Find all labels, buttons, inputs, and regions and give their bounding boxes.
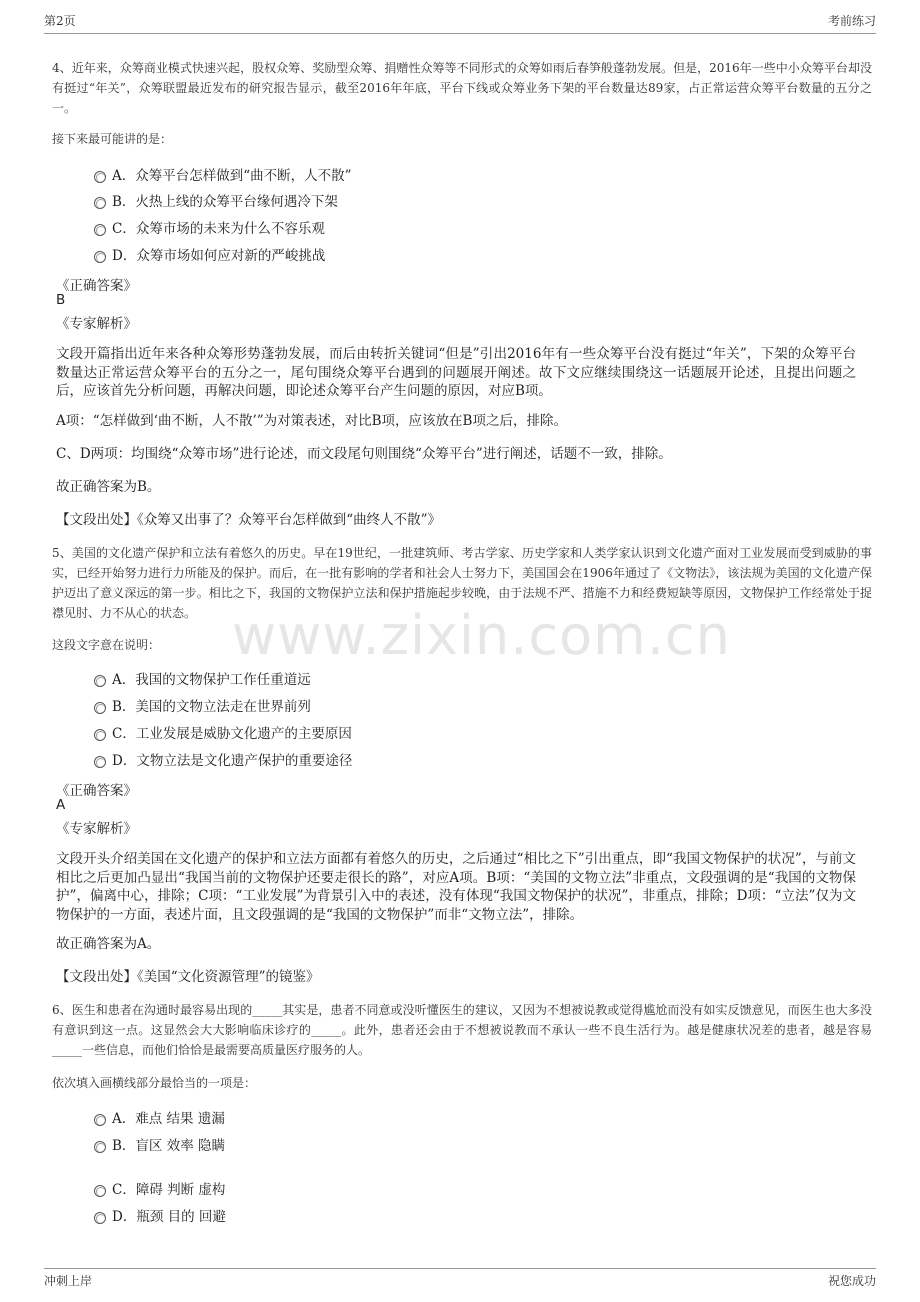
question-5-option-c[interactable] <box>94 722 352 742</box>
question-5-analysis-1: 文段开头介绍美国在文化遗产的保护和立法方面都有着悠久的历史，之后通过“相比之下”引出重点，即“我国文物保护的状况”，与前文相比之后更加凸显出“我国当前的文物保护还要走很长的路”，对应A项。B项：“美国的文物立法”非重点，文段强调的是“我国的文物保护”，偏离中心，排除；C项：“工业发展”为背景引入中的表述，没有体现“我国文物保护的状况”，非重点，排除；D项：“立法”仅为文物保护的一方面，表述片面，且文段强调的是“我国的文物保护”而非“文物立法”，排除。 <box>56 851 856 923</box>
option-label: A．我国的文物保护工作任重道远 <box>112 672 311 688</box>
question-4-answer-label: 《正确答案》 <box>56 278 137 294</box>
option-label: C．障碍 判断 虚构 <box>112 1182 226 1198</box>
question-5-source: 【文段出处】《美国“文化资源管理”的镜鉴》 <box>56 969 320 985</box>
question-5-option-b[interactable] <box>94 695 311 715</box>
question-4-option-c[interactable] <box>94 217 325 237</box>
question-4-source: 【文段出处】《众筹又出事了？众筹平台怎样做到“曲终人不散”》 <box>56 512 442 528</box>
radio-icon[interactable] <box>94 224 106 236</box>
question-4-analysis-2: A项：“怎样做到‘曲不断，人不散’”为对策表述，对比B项，应该放在B项之后，排除。 <box>56 413 567 429</box>
page-footer <box>44 1272 876 1292</box>
question-6-option-d[interactable] <box>94 1205 226 1225</box>
question-6-prompt: 依次填入画横线部分最恰当的一项是： <box>52 1076 257 1090</box>
radio-icon[interactable] <box>94 1185 106 1197</box>
question-6-option-b[interactable] <box>94 1134 225 1154</box>
option-label: B．盲区 效率 隐瞒 <box>112 1138 226 1154</box>
question-5-prompt: 这段文字意在说明： <box>52 638 161 652</box>
radio-icon[interactable] <box>94 675 106 687</box>
radio-icon[interactable] <box>94 756 106 768</box>
question-5-answer-label: 《正确答案》 <box>56 783 137 799</box>
option-label: C．众筹市场的未来为什么不容乐观 <box>112 221 325 237</box>
question-4-prompt: 接下来最可能讲的是： <box>52 132 173 146</box>
question-4-option-a[interactable] <box>94 164 352 184</box>
question-5-option-d[interactable] <box>94 749 352 769</box>
question-4-analysis-4: 故正确答案为B。 <box>56 479 161 495</box>
option-label: D．众筹市场如何应对新的严峻挑战 <box>112 248 326 264</box>
footer-right-text: 祝您成功 <box>827 1274 876 1288</box>
question-4-analysis-3: C、D两项：均围绕“众筹市场”进行论述，而文段尾句则围绕“众筹平台”进行阐述，话题不一致，排除。 <box>56 446 672 462</box>
option-label: A．难点 结果 遗漏 <box>112 1111 225 1127</box>
radio-icon[interactable] <box>94 171 106 183</box>
radio-icon[interactable] <box>94 197 106 209</box>
question-4-option-b[interactable] <box>94 190 338 210</box>
radio-icon[interactable] <box>94 1212 106 1224</box>
header-title: 考前练习 <box>827 14 876 28</box>
question-4-answer: B <box>56 292 66 308</box>
option-label: C．工业发展是威胁文化遗产的主要原因 <box>112 726 352 742</box>
question-4-analysis-1: 文段开篇指出近年来各种众筹形势蓬勃发展，而后由转折关键词“但是”引出2016年有一些众筹平台没有挺过“年关”，下架的众筹平台数量达正常运营众筹平台的五分之一，尾句围绕众筹平台遇到的问题展开阐述。故下文应继续围绕这一话题展开论述，且提出问题之后，应该首先分析问题，再解决问题，即论述众筹平台产生问题的原因，对应B项。 <box>56 346 856 399</box>
option-label: D．瓶颈 目的 回避 <box>112 1209 226 1225</box>
question-5-answer: A <box>56 797 66 813</box>
question-6-text: 6、医生和患者在沟通时最容易出现的_____其实是，患者不同意或没听懂医生的建议，又因为不想被说教或觉得尴尬而没有如实反馈意见，而医生也大多没有意识到这一点。这显然会大大影响临床诊疗的_____。此外，患者还会由于不想被说教而不承认一些不良生活行为。越是健康状况差的患者，越是容易_____一些信息，而他们恰恰是最需要高质量医疗服务的人。 <box>52 1003 872 1057</box>
watermark: www.zixin.com.cn <box>232 604 731 667</box>
option-label: B．火热上线的众筹平台缘何遇冷下架 <box>112 194 338 210</box>
footer-left-text: 冲刺上岸 <box>44 1274 93 1288</box>
question-6-option-a[interactable] <box>94 1107 225 1127</box>
footer-divider <box>44 1268 876 1269</box>
question-4-option-d[interactable] <box>94 244 325 264</box>
question-5-option-a[interactable] <box>94 668 311 688</box>
question-5-analysis-label: 《专家解析》 <box>56 821 137 837</box>
radio-icon[interactable] <box>94 1114 106 1126</box>
question-6-option-c[interactable] <box>94 1178 225 1198</box>
radio-icon[interactable] <box>94 251 106 263</box>
question-5-analysis-2: 故正确答案为A。 <box>56 936 161 952</box>
page-header <box>44 12 876 32</box>
question-5-text: 5、美国的文化遗产保护和立法有着悠久的历史。早在19世纪，一批建筑师、考古学家、历史学家和人类学家认识到文化遗产面对工业发展而受到威胁的事实，已经开始努力进行力所能及的保护。而后，在一批有影响的学者和社会人士努力下，美国国会在1906年通过了《文物法》，该法规为美国的文化遗产保护迈出了意义深远的第一步。相比之下，我国的文物保护立法和保护措施起步较晚，由于法规不严、措施不力和经费短缺等原因，文物保护工作经常处于捉襟见肘、力不从心的状态。 <box>52 546 872 620</box>
radio-icon[interactable] <box>94 702 106 714</box>
question-4-text: 4、近年来，众筹商业模式快速兴起，股权众筹、奖励型众筹、捐赠性众筹等不同形式的众筹如雨后春笋般蓬勃发展。但是，2016年一些中小众筹平台却没有挺过“年关”，众筹联盟最近发布的研究报告显示，截至2016年年底，平台下线或众筹业务下架的平台数量达89家，占正常运营众筹平台数量的五分之一。 <box>52 61 872 115</box>
radio-icon[interactable] <box>94 729 106 741</box>
option-label: B．美国的文物立法走在世界前列 <box>112 699 311 715</box>
header-divider <box>44 33 876 34</box>
option-label: D．文物立法是文化遗产保护的重要途径 <box>112 753 353 769</box>
page-number: 第2页 <box>44 14 76 28</box>
question-4-analysis-label: 《专家解析》 <box>56 316 137 332</box>
option-label: A．众筹平台怎样做到“曲不断，人不散” <box>112 168 352 184</box>
radio-icon[interactable] <box>94 1141 106 1153</box>
